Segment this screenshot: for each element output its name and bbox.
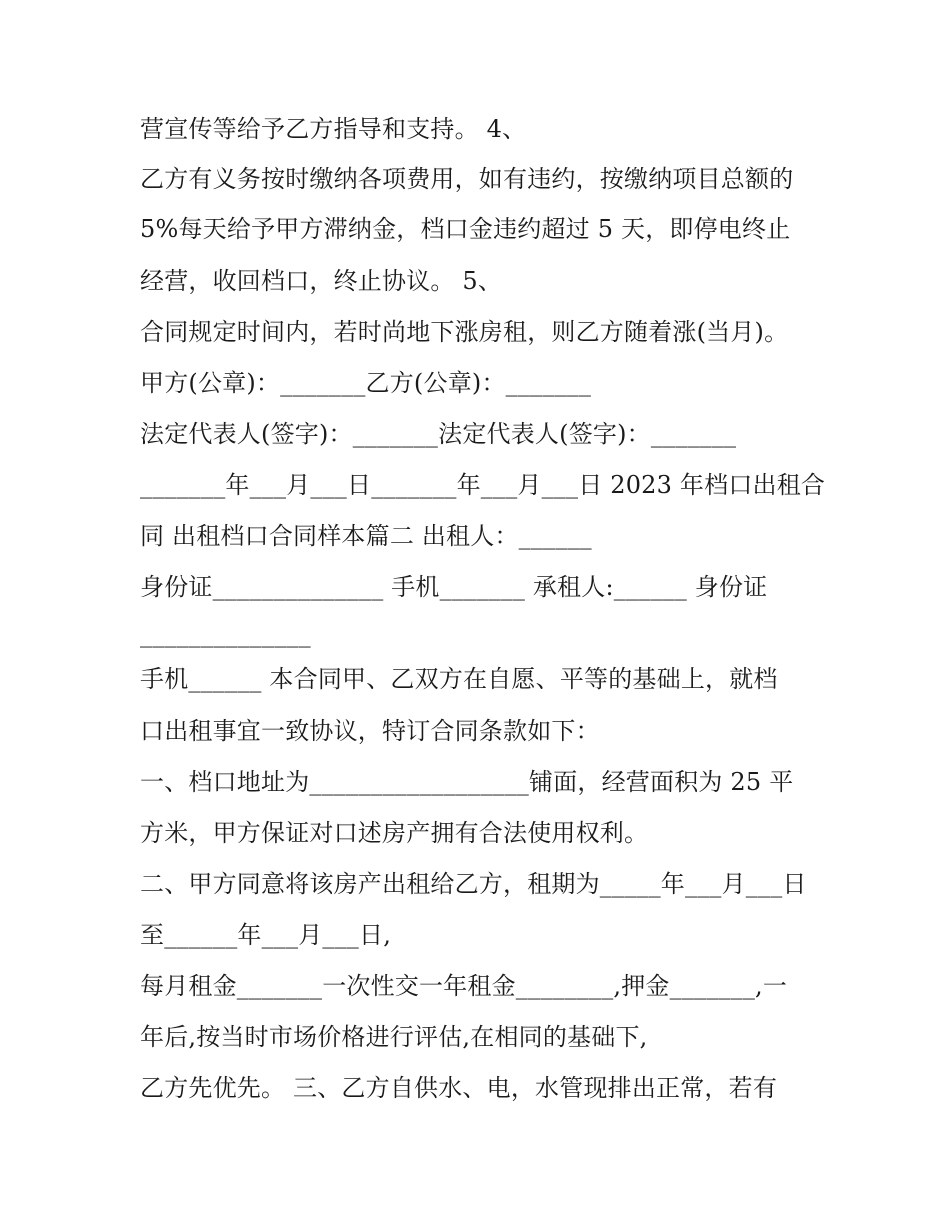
text-line: 身份证______________ 手机_______ 承租人:______ 身份证 [140, 573, 768, 601]
text-line: 每月租金_______一次性交一年租金________,押金_______,一 [140, 972, 788, 1000]
text-line: 手机______ 本合同甲、乙双方在自愿、平等的基础上，就档 [140, 665, 778, 693]
clause-line: 乙方先优先。 三、乙方自供水、电，水管现排出正常，若有 [140, 1074, 778, 1102]
text-line: 方米，甲方保证对口述房产拥有合法使用权利。 [140, 819, 649, 847]
text-line: 年后,按当时市场价格进行评估,在相同的基础下, [140, 1023, 648, 1051]
clause-line: 一、档口地址为__________________铺面，经营面积为 25 平 [140, 768, 794, 796]
text-line: ______________ [140, 620, 311, 648]
date-line: _______年___月___日_______年___月___日 2023 年档口出租合 [140, 471, 826, 499]
text-line: 5%每天给予甲方滞纳金，档口金违约超过 5 天，即停电终止 [140, 215, 791, 243]
text-line: 同 出租档口合同样本篇二 出租人：______ [140, 522, 592, 550]
text-line: 经营，收回档口，终止协议。 5、 [140, 267, 503, 295]
text-line: 口出租事宜一致协议，特订合同条款如下： [140, 717, 600, 745]
text-line: 合同规定时间内，若时尚地下涨房租，则乙方随着涨(当月)。 [140, 318, 789, 346]
signature-line-representative: 法定代表人(签字)：_______法定代表人(签字)：_______ [140, 420, 737, 448]
text-line: 至______年___月___日, [140, 921, 392, 949]
text-line: 乙方有义务按时缴纳各项费用，如有违约，按缴纳项目总额的 [140, 165, 794, 193]
clause-line: 二、甲方同意将该房产出租给乙方，租期为_____年___月___日 [140, 870, 807, 898]
signature-line-seal: 甲方(公章)：_______乙方(公章)：_______ [140, 369, 592, 397]
text-line: 营宣传等给予乙方指导和支持。 4、 [140, 115, 527, 143]
